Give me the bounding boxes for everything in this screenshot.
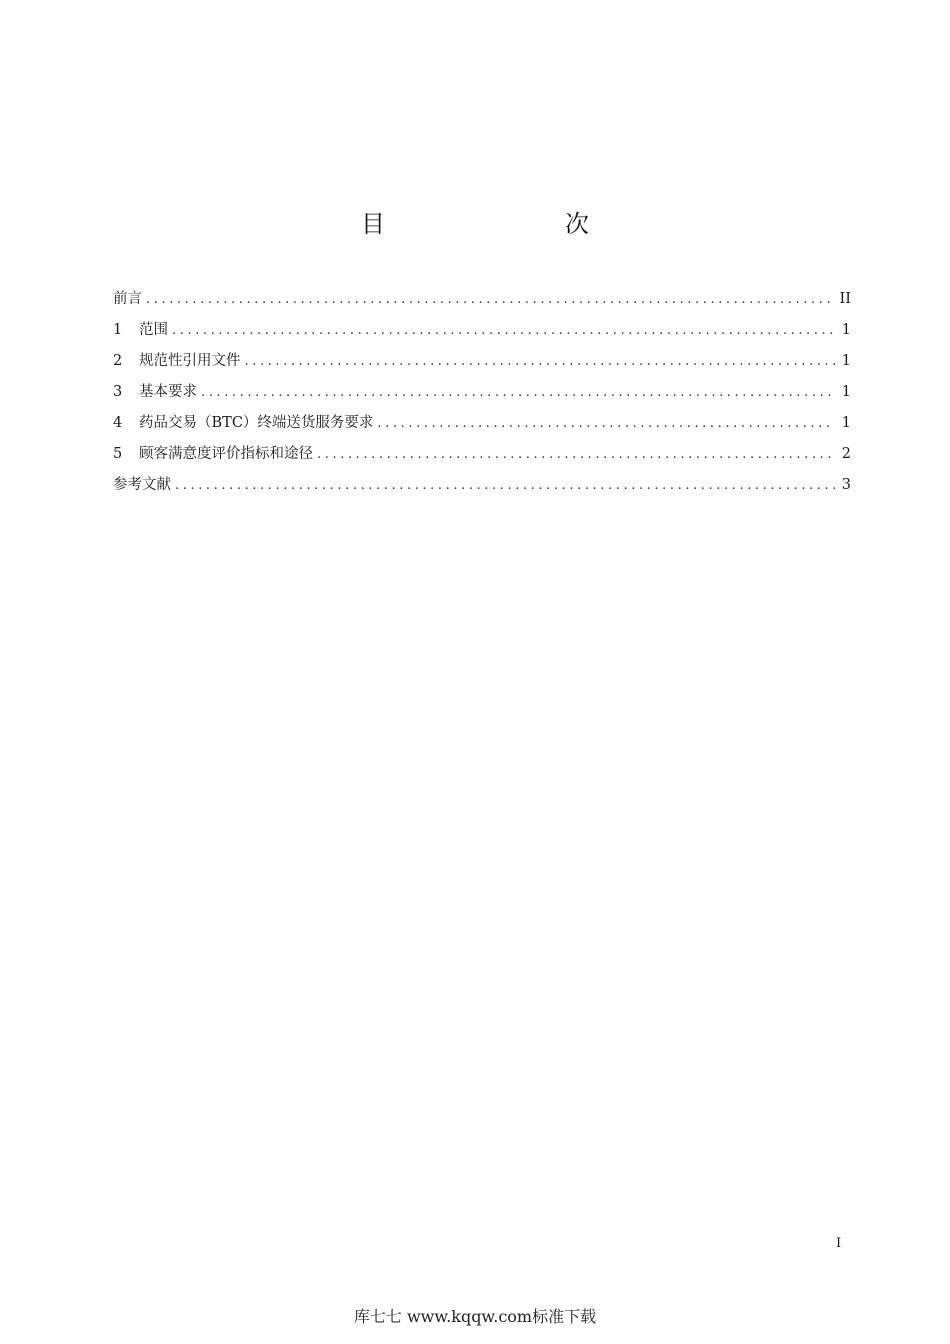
toc-entry-label: 基本要求 — [139, 384, 197, 400]
toc-entry-page: 1 — [841, 415, 851, 431]
toc-entry-scope[interactable] — [113, 315, 851, 346]
toc-entry-number: 3 — [113, 384, 123, 400]
page-title: 目 次 — [361, 210, 633, 238]
toc-entry-label: 规范性引用文件 — [139, 353, 241, 369]
toc-dot-leader — [146, 284, 834, 315]
toc-entry-page: 2 — [841, 446, 851, 462]
toc-entry-bibliography[interactable] — [113, 470, 851, 501]
toc-dot-leader — [175, 470, 835, 501]
footer-watermark: 库七七 www.kqqw.com标准下载 — [353, 1307, 597, 1326]
toc-entry-page: 1 — [841, 384, 851, 400]
toc-dot-leader — [201, 377, 835, 408]
page-number: I — [836, 1236, 842, 1251]
toc-entry-page: 1 — [841, 322, 851, 338]
toc-entry-number: 4 — [113, 415, 123, 431]
toc-entry-label: 范围 — [139, 322, 168, 338]
toc-entry-label: 前言 — [113, 291, 142, 307]
toc-entry-satisfaction-evaluation[interactable] — [113, 439, 851, 470]
toc-entry-basic-requirements[interactable] — [113, 377, 851, 408]
toc-entry-number: 2 — [113, 353, 123, 369]
toc-entry-page: 3 — [841, 477, 851, 493]
toc-entry-normative-references[interactable] — [113, 346, 851, 377]
toc-dot-leader — [172, 315, 835, 346]
toc-entry-page: 1 — [841, 353, 851, 369]
toc-entry-label: 顾客满意度评价指标和途径 — [139, 446, 313, 462]
table-of-contents — [113, 284, 851, 501]
toc-dot-leader — [245, 346, 836, 377]
toc-entry-number: 5 — [113, 446, 123, 462]
toc-dot-leader — [317, 439, 835, 470]
toc-entry-foreword[interactable] — [113, 284, 851, 315]
toc-dot-leader — [377, 408, 835, 439]
toc-entry-delivery-service[interactable] — [113, 408, 851, 439]
toc-entry-page: II — [839, 291, 851, 307]
toc-entry-number: 1 — [113, 322, 123, 338]
toc-entry-label: 参考文献 — [113, 477, 171, 493]
toc-entry-label: 药品交易（BTC）终端送货服务要求 — [139, 415, 374, 431]
